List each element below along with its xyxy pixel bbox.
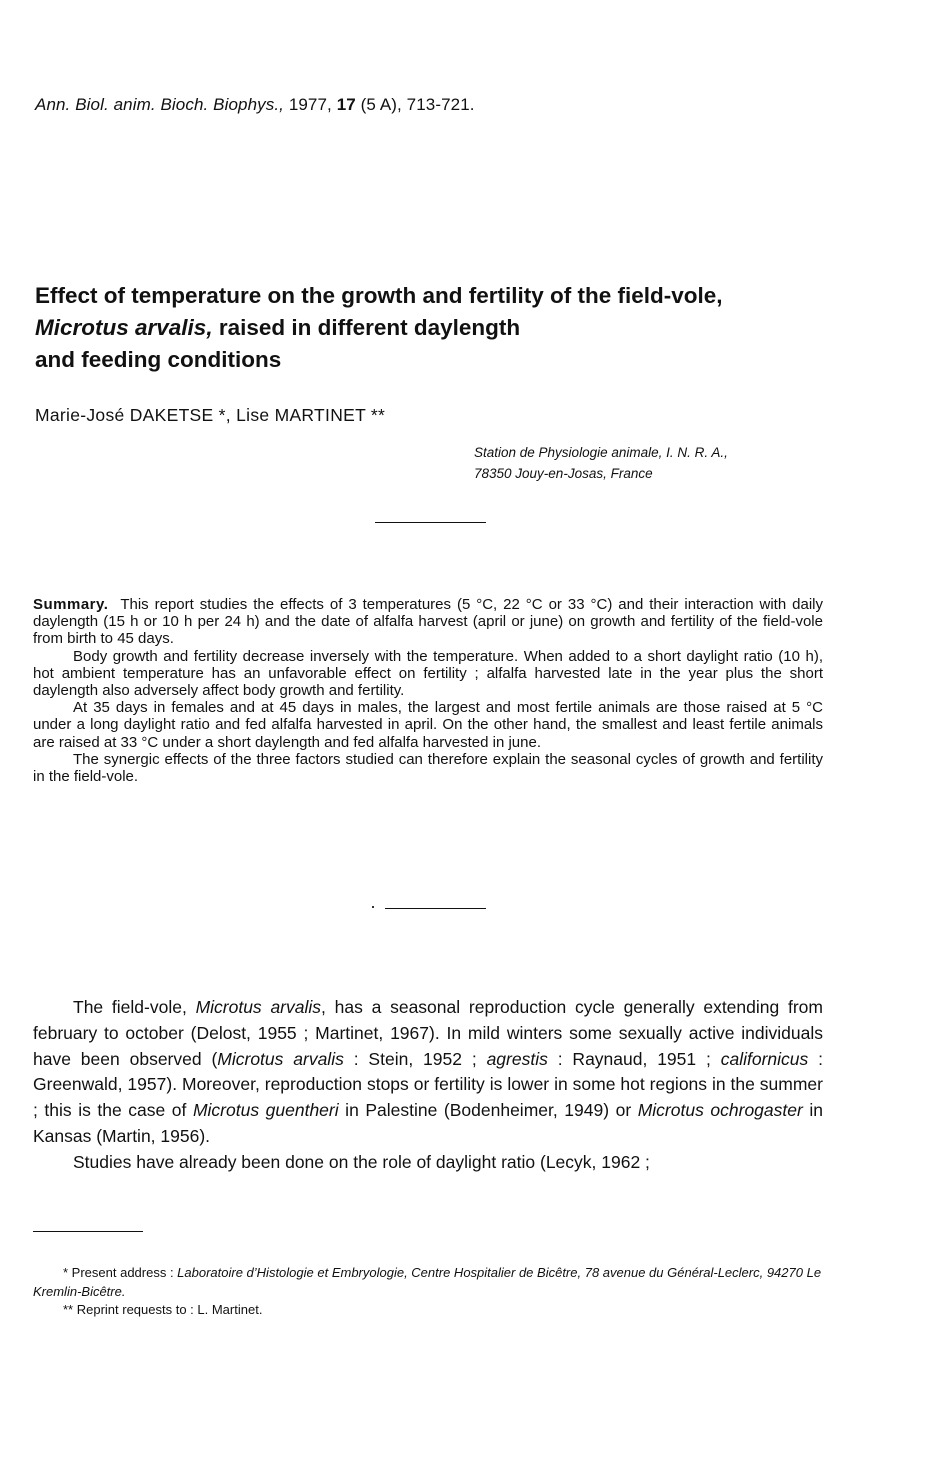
footnote-2: ** Reprint requests to : L. Martinet. <box>63 1302 263 1317</box>
affiliation-line-1: Station de Physiologie animale, I. N. R. A., <box>474 445 728 460</box>
summary-paragraph-1 <box>33 596 823 648</box>
affiliation-line-2: 78350 Jouy-en-Josas, France <box>474 466 653 481</box>
body-text <box>33 995 823 1176</box>
separator-rule <box>375 522 486 523</box>
journal-name: Ann. Biol. anim. Bioch. Biophys., <box>35 95 284 114</box>
journal-year: 1977, <box>288 95 332 114</box>
body-paragraph-2: Studies have already been done on the role of daylight ratio (Lecyk, 1962 ; <box>73 1151 650 1172</box>
summary-paragraph-3: At 35 days in females and at 45 days in males, the largest and most fertile animals are those raised at 5 °C under a long daylight ratio and fed alfalfa harvested in april. On the other hand, the smallest and least fertile animals are raised at 33 °C under a short daylength and fed alfalfa harvested in june. <box>33 699 823 751</box>
journal-volume: 17 <box>336 95 356 114</box>
text-run: : Stein, 1952 ; <box>343 1048 487 1069</box>
summary-text-1: This report studies the effects of 3 temperatures (5 °C, 22 °C or 33 °C) and their interaction with daily daylength (15 h or 10 h per 24 h) and the date of alfalfa harvest (april or june) on growth and fertility of the field-vole from birth to 45 days. <box>33 596 823 648</box>
summary-paragraph-2: Body growth and fertility decrease inversely with the temperature. When added to a short daylight ratio (10 h), hot ambient temperature has an unfavorable effect on fertility ; alfalfa harvested late in the year plus the short daylength also adversely affect body growth and fertility. <box>33 647 823 700</box>
species-name: Microtus arvalis <box>195 997 322 1017</box>
title-species: Microtus arvalis, <box>35 315 213 340</box>
footnote-1-mark: * Present address : <box>63 1265 178 1280</box>
footnote-rule <box>33 1231 143 1232</box>
summary-label: Summary. <box>33 596 109 613</box>
text-run: The field-vole, <box>73 997 196 1017</box>
author-list: Marie-José DAKETSE *, Lise MARTINET ** <box>35 405 386 425</box>
affiliation <box>474 442 728 484</box>
text-run: , has a seasonal reproduction cycle generally extending from february to october (Delost, 1955 ; Martinet, 1967). In mild winters some sexually active individuals have been observed ( <box>33 997 823 1069</box>
separator-rule <box>385 908 486 909</box>
species-name: Microtus ochrogaster <box>637 1100 803 1121</box>
body-paragraph-1 <box>33 995 823 1150</box>
species-name: Microtus arvalis <box>217 1048 344 1069</box>
footnotes <box>33 1264 833 1320</box>
title-line-2 <box>35 312 895 344</box>
article-title <box>35 280 895 376</box>
footnote-1-text: Laboratoire d’Histologie et Embryologie, Centre Hospitalier de Bicêtre, 78 avenue du Général-Leclerc, 94270 Le Kremlin-Bicêtre. <box>33 1265 822 1299</box>
journal-citation <box>35 95 475 115</box>
species-name: californicus <box>720 1048 809 1069</box>
title-line-3: and feeding conditions <box>35 347 282 372</box>
title-line-1: Effect of temperature on the growth and fertility of the field-vole, <box>35 283 723 308</box>
text-run: : Greenwald, 1957). Moreover, reproduction stops or fertility is lower in some hot regions in the summer ; this is the case of <box>33 1048 823 1121</box>
summary-section <box>33 596 823 785</box>
text-run: : Raynaud, 1951 ; <box>547 1048 721 1069</box>
species-name: agrestis <box>486 1048 548 1069</box>
stray-mark <box>372 906 374 908</box>
species-name: Microtus guentheri <box>192 1100 339 1121</box>
footnote-1 <box>33 1264 833 1301</box>
text-run: in Palestine (Bodenheimer, 1949) or <box>338 1100 638 1121</box>
summary-paragraph-4: The synergic effects of the three factors studied can therefore explain the seasonal cycles of growth and fertility in the field-vole. <box>33 750 823 786</box>
journal-issue-pages: (5 A), 713-721. <box>360 95 475 114</box>
title-line-2-rest: raised in different daylength <box>212 315 521 340</box>
text-run: in Kansas (Martin, 1956). <box>33 1100 823 1146</box>
